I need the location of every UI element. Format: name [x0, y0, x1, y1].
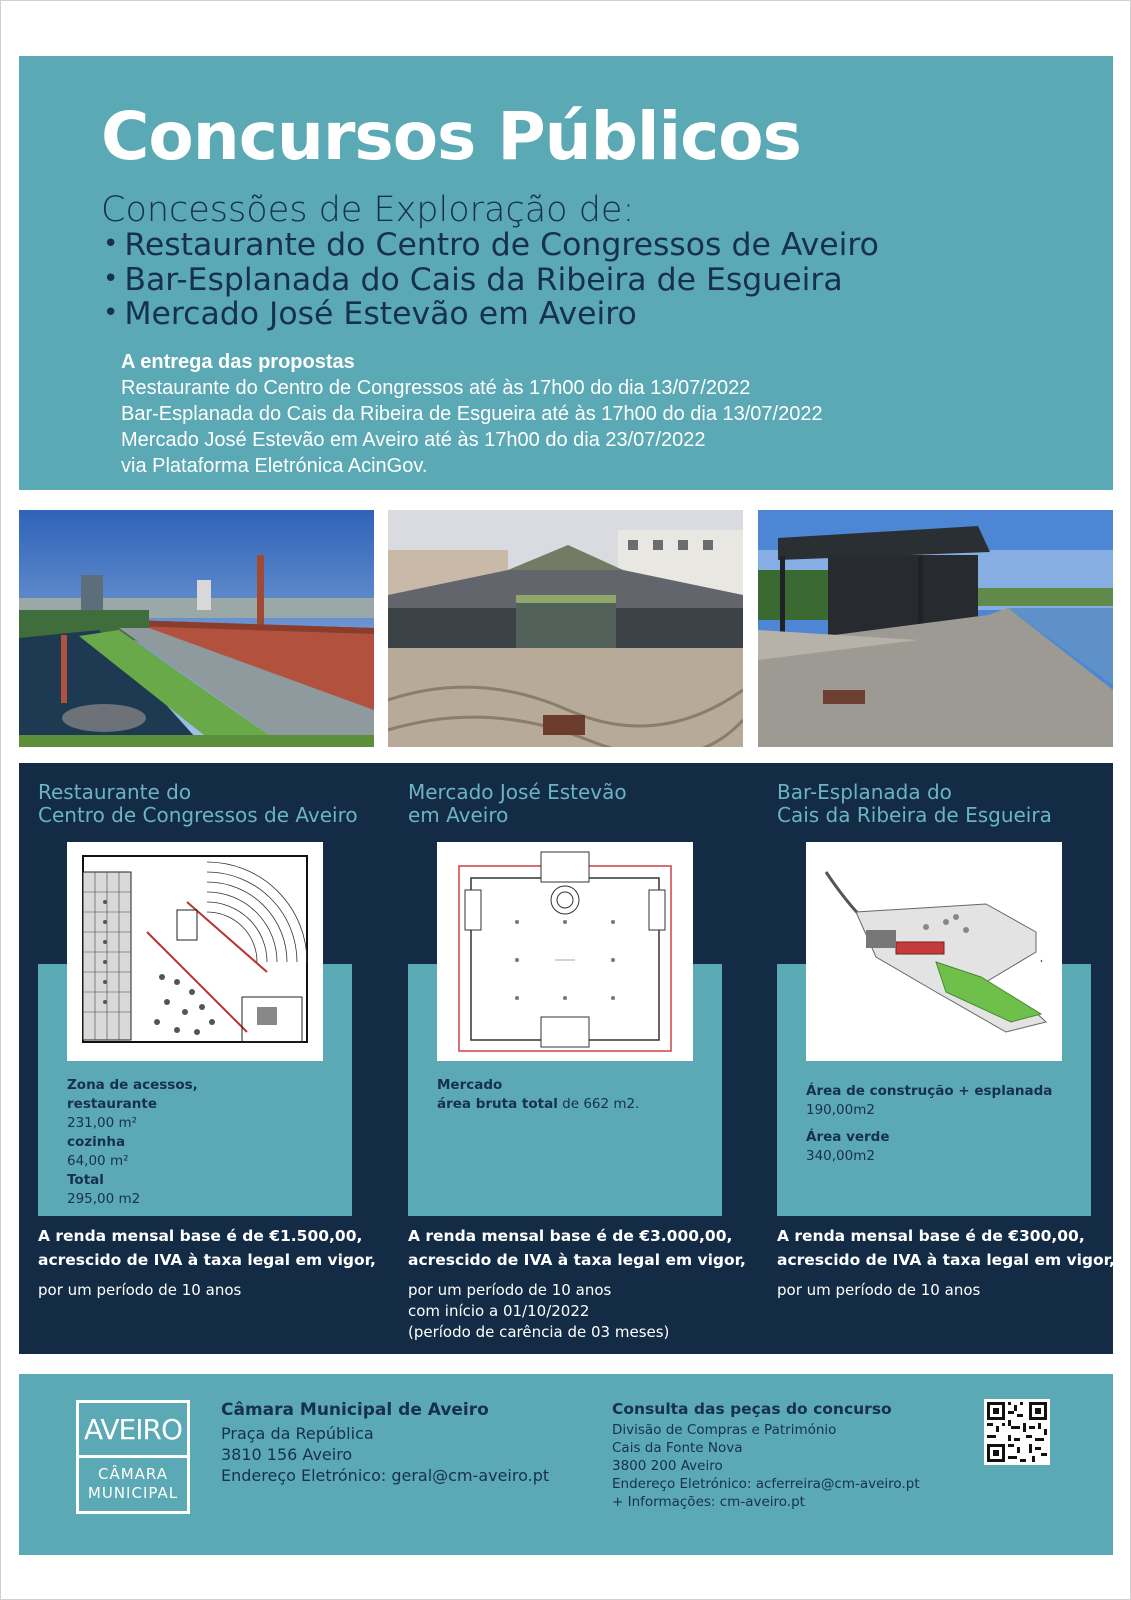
photo-congress-center — [19, 510, 374, 747]
delivery-heading: A entrega das propostas — [121, 351, 355, 373]
concession-title: Bar-Esplanada do Cais da Ribeira de Esgueira — [777, 780, 1052, 827]
consult-website[interactable]: + Informações: cm-aveiro.pt — [612, 1494, 805, 1510]
rent-text: A renda mensal base é de €3.000,00, acrescido de IVA à taxa legal em vigor, — [408, 1227, 746, 1269]
org-contact: Câmara Municipal de Aveiro Praça da República 3810 156 Aveiro Endereço Eletrónico: geral@cm-aveiro.pt — [221, 1397, 549, 1486]
concessions-section — [19, 763, 1113, 1354]
delivery-line: Bar-Esplanada do Cais da Ribeira de Esgueira até às 17h00 do dia 13/07/2022 — [121, 403, 823, 425]
footer — [19, 1374, 1113, 1555]
floor-plan-restaurante — [67, 842, 323, 1061]
photo-bar-esplanada — [758, 510, 1113, 747]
concession-mercado — [389, 763, 746, 1354]
bullet-icon: • — [103, 264, 119, 294]
delivery-line: Mercado José Estevão em Aveiro até às 17h00 do dia 23/07/2022 — [121, 429, 706, 451]
delivery-line: via Plataforma Eletrónica AcinGov. — [121, 455, 428, 477]
period-text: por um período de 10 anos — [38, 1281, 242, 1299]
rent-text: A renda mensal base é de €300,00, acrescido de IVA à taxa legal em vigor, — [777, 1227, 1115, 1269]
area-info: Área de construção + esplanada 190,00m2 Área verde 340,00m2 — [806, 1083, 1053, 1164]
concession-title: Restaurante do Centro de Congressos de Aveiro — [38, 780, 358, 827]
bullet-item: • Restaurante do Centro de Congressos de Aveiro — [103, 227, 879, 263]
period-text: por um período de 10 anos com início a 01/10/2022 (período de carência de 03 meses) — [408, 1281, 670, 1341]
consult-contact: Consulta das peças do concurso Divisão de Compras e Património Cais da Fonte Nova 3800 200 Aveiro Endereço Eletrónico: acferreira@cm-aveiro.pt + Informações: cm-aveiro.pt — [612, 1400, 920, 1510]
concession-restaurante — [19, 763, 376, 1354]
rent-text: A renda mensal base é de €1.500,00, acrescido de IVA à taxa legal em vigor, — [38, 1227, 376, 1269]
bullet-item: • Mercado José Estevão em Aveiro — [103, 296, 637, 332]
area-info: Mercado área bruta total de 662 m2. — [437, 1077, 640, 1112]
delivery-info — [121, 349, 823, 479]
bullet-icon: • — [103, 298, 119, 328]
delivery-line: Restaurante do Centro de Congressos até às 17h00 do dia 13/07/2022 — [121, 377, 751, 399]
aveiro-logo: AVEIRO CÂMARA MUNICIPAL — [76, 1400, 190, 1514]
consult-email[interactable]: Endereço Eletrónico: acferreira@cm-aveiro.pt — [612, 1476, 920, 1492]
page-title: Concursos Públicos — [101, 98, 801, 175]
page-subtitle: Concessões de Exploração de: — [101, 190, 635, 230]
photo-market — [388, 510, 743, 747]
bullet-icon: • — [103, 229, 119, 259]
concession-bar-esplanada — [758, 763, 1115, 1354]
org-name: Câmara Municipal de Aveiro — [221, 1400, 489, 1420]
header-banner — [19, 56, 1113, 490]
concession-title: Mercado José Estevão em Aveiro — [408, 780, 627, 827]
qr-code-icon[interactable] — [984, 1399, 1050, 1465]
org-email[interactable]: Endereço Eletrónico: geral@cm-aveiro.pt — [221, 1466, 550, 1485]
logo-divider — [79, 1455, 187, 1458]
site-plan-bar-esplanada — [806, 842, 1062, 1061]
period-text: por um período de 10 anos — [777, 1281, 981, 1299]
consult-title: Consulta das peças do concurso — [612, 1400, 892, 1418]
floor-plan-mercado — [437, 842, 693, 1061]
bullet-item: • Bar-Esplanada do Cais da Ribeira de Esgueira — [103, 262, 843, 298]
area-info: Zona de acessos, restaurante 231,00 m² cozinha 64,00 m² Total 295,00 m2 — [67, 1077, 198, 1207]
